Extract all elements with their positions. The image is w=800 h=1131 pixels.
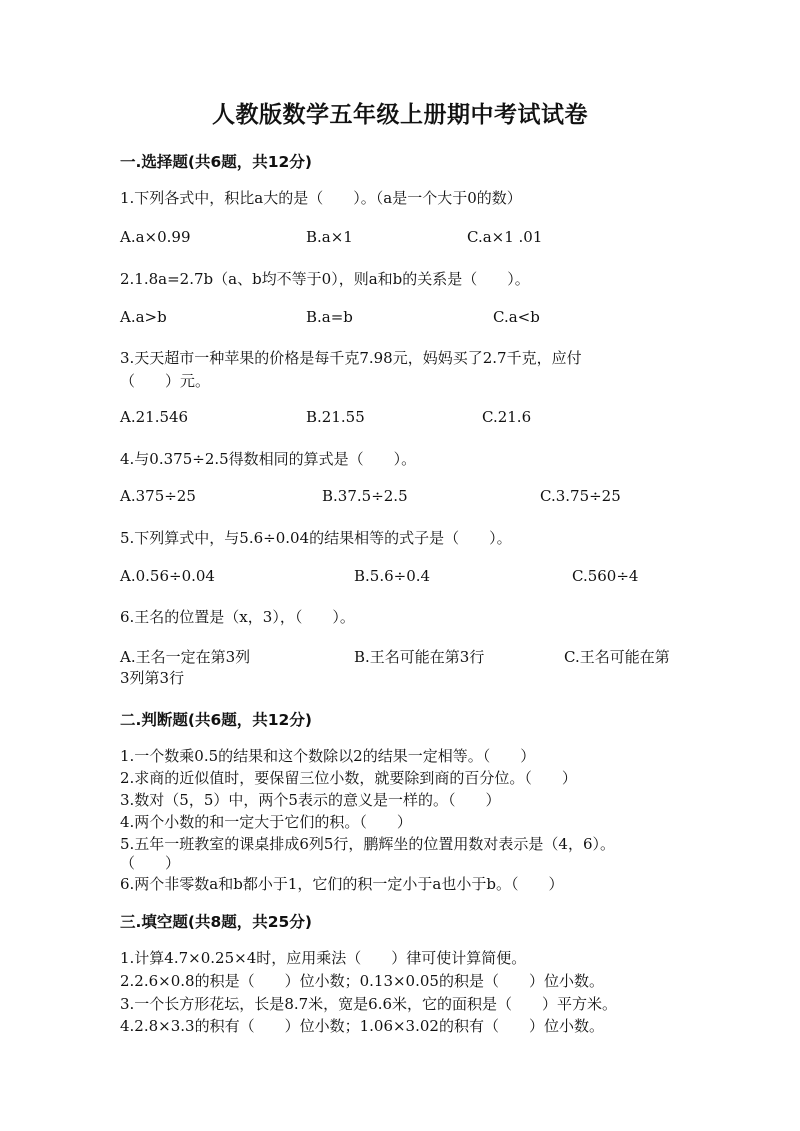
fill-item: 1.计算4.7×0.25×4时，应用乘法（ ）律可使计算简便。 xyxy=(120,949,527,967)
judge-item: 4.两个小数的和一定大于它们的积。（ ） xyxy=(120,813,412,831)
section-heading-fill: 三.填空题(共8题，共25分) xyxy=(120,913,312,931)
question-stem: 6.王名的位置是（x，3），（ ）。 xyxy=(120,608,355,626)
question-stem-continued: （ ）元。 xyxy=(120,372,211,390)
exam-title: 人教版数学五年级上册期中考试试卷 xyxy=(212,101,588,128)
option-c: C.3.75÷25 xyxy=(540,487,621,505)
option-a: A.a×0.99 xyxy=(120,228,191,246)
section-heading-judge: 二.判断题(共6题，共12分) xyxy=(120,711,312,729)
option-a: A.21.546 xyxy=(120,408,189,426)
question-stem: 3.天天超市一种苹果的价格是每千克7.98元，妈妈买了2.7千克，应付 xyxy=(120,349,582,367)
judge-item: 5.五年一班教室的课桌排成6列5行，鹏辉坐的位置用数对表示是（4，6）。 xyxy=(120,835,615,853)
fill-item: 3.一个长方形花坛，长是8.7米，宽是6.6米，它的面积是（ ）平方米。 xyxy=(120,995,618,1013)
question-stem: 5.下列算式中，与5.6÷0.04的结果相等的式子是（ ）。 xyxy=(120,529,512,547)
judge-item: 1.一个数乘0.5的结果和这个数除以2的结果一定相等。（ ） xyxy=(120,747,536,765)
option-c: C.560÷4 xyxy=(572,567,639,585)
option-a: A.王名一定在第3列 xyxy=(120,648,251,666)
option-c: C.21.6 xyxy=(482,408,532,426)
option-c: C.a<b xyxy=(493,308,540,326)
option-b: B.a×1 xyxy=(306,228,353,246)
fill-item: 2.2.6×0.8的积是（ ）位小数；0.13×0.05的积是（ ）位小数。 xyxy=(120,972,604,990)
judge-item: 3.数对（5，5）中，两个5表示的意义是一样的。（ ） xyxy=(120,791,501,809)
option-b: B.a=b xyxy=(306,308,353,326)
question-stem: 4.与0.375÷2.5得数相同的算式是（ ）。 xyxy=(120,450,417,468)
question-stem: 2.1.8a=2.7b（a、b均不等于0），则a和b的关系是（ ）。 xyxy=(120,270,530,288)
option-b: B.王名可能在第3行 xyxy=(354,648,485,666)
option-a: A.375÷25 xyxy=(120,487,196,505)
judge-item: 6.两个非零数a和b都小于1，它们的积一定小于a也小于b。（ ） xyxy=(120,875,564,893)
option-c: C.王名可能在第 xyxy=(564,648,670,666)
section-heading-choice: 一.选择题(共6题，共12分) xyxy=(120,153,312,171)
question-stem: 1.下列各式中，积比a大的是（ ）。（a是一个大于0的数） xyxy=(120,189,522,207)
option-c-continued: 3列第3行 xyxy=(120,669,185,687)
option-c: C.a×1 .01 xyxy=(467,228,543,246)
fill-item: 4.2.8×3.3的积有（ ）位小数；1.06×3.02的积有（ ）位小数。 xyxy=(120,1017,604,1035)
judge-item-continued: （ ） xyxy=(120,854,181,872)
option-a: A.a>b xyxy=(120,308,167,326)
option-b: B.21.55 xyxy=(306,408,365,426)
option-b: B.5.6÷0.4 xyxy=(354,567,431,585)
option-a: A.0.56÷0.04 xyxy=(120,567,215,585)
judge-item: 2.求商的近似值时，要保留三位小数，就要除到商的百分位。（ ） xyxy=(120,769,577,787)
option-b: B.37.5÷2.5 xyxy=(322,487,408,505)
